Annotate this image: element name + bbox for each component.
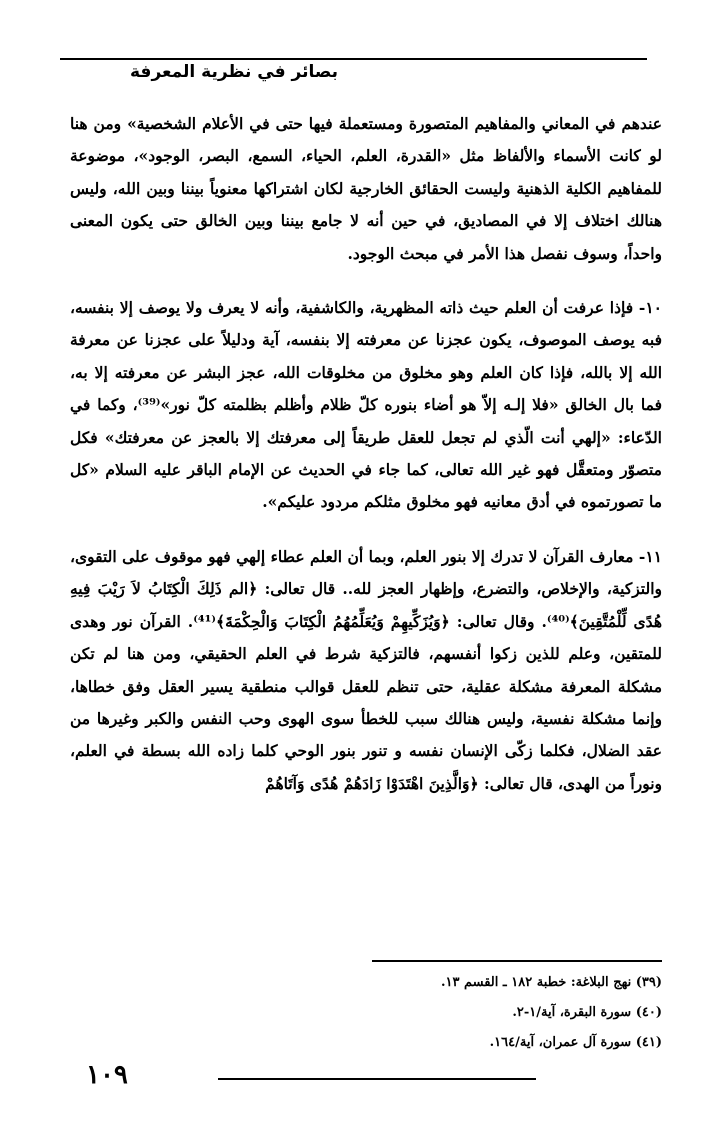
footnote-separator xyxy=(372,960,662,962)
paragraph: ١١- معارف القرآن لا تدرك إلا بنور العلم، وبما أن العلم عطاء إلهي فهو موقوف على التقوى، والتزكية، والإخلاص، والتضرع، وإظهار العجز لله.. قال تعالى: ﴿الم ذَلِكَ الْكِتَابُ لاَ رَيْبَ فِيهِ هُدًى لِّلْمُتَّقِينَ﴾⁽⁴⁰⁾. وقال تعالى: ﴿وَيُزَكِّيهِمْ وَيُعَلِّمُهُمُ الْكِتَابَ وَالْحِكْمَةَ﴾⁽⁴¹⁾. القرآن نور وهدى للمتقين، وعلم للذين زكوا أنفسهم، فالتزكية شرط في العلم الحقيقي، ومن هنا لم تكن مشكلة المعرفة مشكلة عقلية، حتى تنظم للعقل قوالب منطقية يسير العقل وفق خطاها، وإنما مشكلة نفسية، وليس هنالك سبب للخطأ سوى الهوى وحب النفس والكبر وغيرها من عقد الضلال، فكلما زكّى الإنسان نفسه و تنور بنور الوحي كلما زاده الله بسطة في العلم، ونوراً من الهدى، قال تعالى: ﴿وَالَّذِينَ اهْتَدَوْا زَادَهُمْ هُدًى وَآتَاهُمْ xyxy=(70,546,662,793)
header-rule xyxy=(60,58,647,60)
body-text xyxy=(70,108,662,800)
paragraph: ١٠- فإذا عرفت أن العلم حيث ذاته المظهرية، والكاشفية، وأنه لا يعرف ولا يوصف إلا بنفسه، فبه يوصف الموصوف، يكون عجزنا عن معرفته إلا بنفسه، آية ودليلاً على عجزنا عن معرفة الله إلا بالله، فإذا كان العلم وهو مخلوق من مخلوقات الله، عجز البشر عن معرفته إلا به، فما بال الخالق «فلا إلـه إلاّ هو أضاء بنوره كلّ ظلام وأظلم بظلمته كلّ نور»⁽³⁹⁾، وكما في الدّعاء: «إلهي أنت الّذي لم تجعل للعقل طريقاً إلى معرفتك إلا بالعجز عن معرفتك» فكل متصوّر ومتعقَّل فهو غير الله تعالى، كما جاء في الحديث عن الإمام الباقر عليه السلام «كل ما تصورتموه في أدق معانيه فهو مخلوق مثلكم مردود عليكم». xyxy=(70,298,662,512)
page-number: ١٠٩ xyxy=(86,1060,128,1090)
footnote: (٤٠) سورة البقرة، آية/١-٢. xyxy=(512,1005,662,1020)
footnotes xyxy=(200,968,662,1058)
paragraph: عندهم في المعاني والمفاهيم المتصورة ومستعملة فيها حتى في الأعلام الشخصية» ومن هنا لو كانت الأسماء والألفاظ مثل «القدرة، العلم، الحياء، السمع، البصر، الوجود»، موضوعة للمفاهيم الكلية الذهنية وليست الحقائق الخارجية لكان اشتراكها معنوياً بيننا وبين الله، وليس هنالك اختلاف إلا في المصاديق، في حين أنه لا جامع بيننا وبين الخالق حتى يكون المعنى واحداً، وسوف نفصل هذا الأمر في مبحث الوجود. xyxy=(70,114,662,263)
footnote: (٣٩) نهج البلاغة: خطبة ١٨٢ ـ القسم ١٣. xyxy=(440,975,662,990)
bottom-rule xyxy=(218,1078,536,1080)
footnote: (٤١) سورة آل عمران، آية/١٦٤. xyxy=(489,1035,662,1050)
running-header-title: بصائر في نظرية المعرفة xyxy=(130,62,338,82)
